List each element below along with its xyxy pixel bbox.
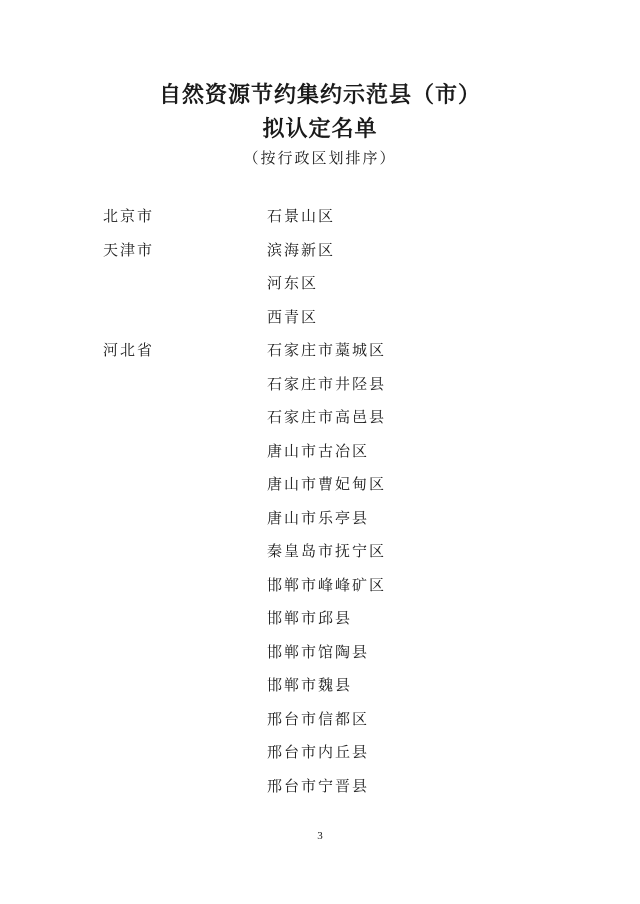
county-name: 石景山区 (267, 207, 336, 225)
county-name: 唐山市古冶区 (267, 441, 370, 460)
county-name: 西青区 (267, 307, 319, 326)
document-subtitle: （按行政区划排序） (243, 149, 397, 167)
list-item (0, 333, 640, 367)
county-name: 河东区 (267, 274, 319, 292)
document-title: 自然资源节约集约示范县（市） (158, 82, 481, 108)
county-name: 邯郸市邱县 (267, 609, 353, 627)
province-label: 河北省 (103, 341, 155, 359)
county-name: 邢台市信都区 (267, 709, 370, 728)
province-label: 天津市 (103, 240, 155, 259)
list-item (0, 601, 640, 635)
county-name: 唐山市曹妃甸区 (267, 475, 387, 493)
province-label: 北京市 (103, 207, 155, 225)
county-name: 邢台市内丘县 (267, 743, 370, 761)
county-name: 邯郸市峰峰矿区 (267, 575, 387, 594)
county-name: 石家庄市藁城区 (267, 341, 387, 359)
list-item (0, 735, 640, 769)
county-name: 石家庄市井陉县 (267, 374, 387, 393)
county-name: 唐山市乐亭县 (267, 508, 370, 527)
list-item (0, 233, 640, 267)
county-name: 邯郸市馆陶县 (267, 642, 370, 661)
county-name: 邢台市宁晋县 (267, 776, 370, 795)
county-name: 滨海新区 (267, 240, 336, 259)
list-item (0, 367, 640, 401)
list-item (0, 434, 640, 468)
list-item (0, 400, 640, 434)
list-item (0, 199, 640, 233)
list-item (0, 635, 640, 669)
list-item (0, 266, 640, 300)
list-item (0, 467, 640, 501)
list-item (0, 769, 640, 803)
list-item (0, 668, 640, 702)
list-item (0, 501, 640, 535)
document-title-line2: 拟认定名单 (262, 116, 378, 142)
county-name: 石家庄市高邑县 (267, 408, 387, 426)
list-item (0, 300, 640, 334)
page-number: 3 (317, 830, 323, 842)
county-name: 秦皇岛市抚宁区 (267, 542, 387, 560)
list-item (0, 568, 640, 602)
county-list (0, 199, 640, 802)
list-item (0, 702, 640, 736)
county-name: 邯郸市魏县 (267, 676, 353, 694)
list-item (0, 534, 640, 568)
